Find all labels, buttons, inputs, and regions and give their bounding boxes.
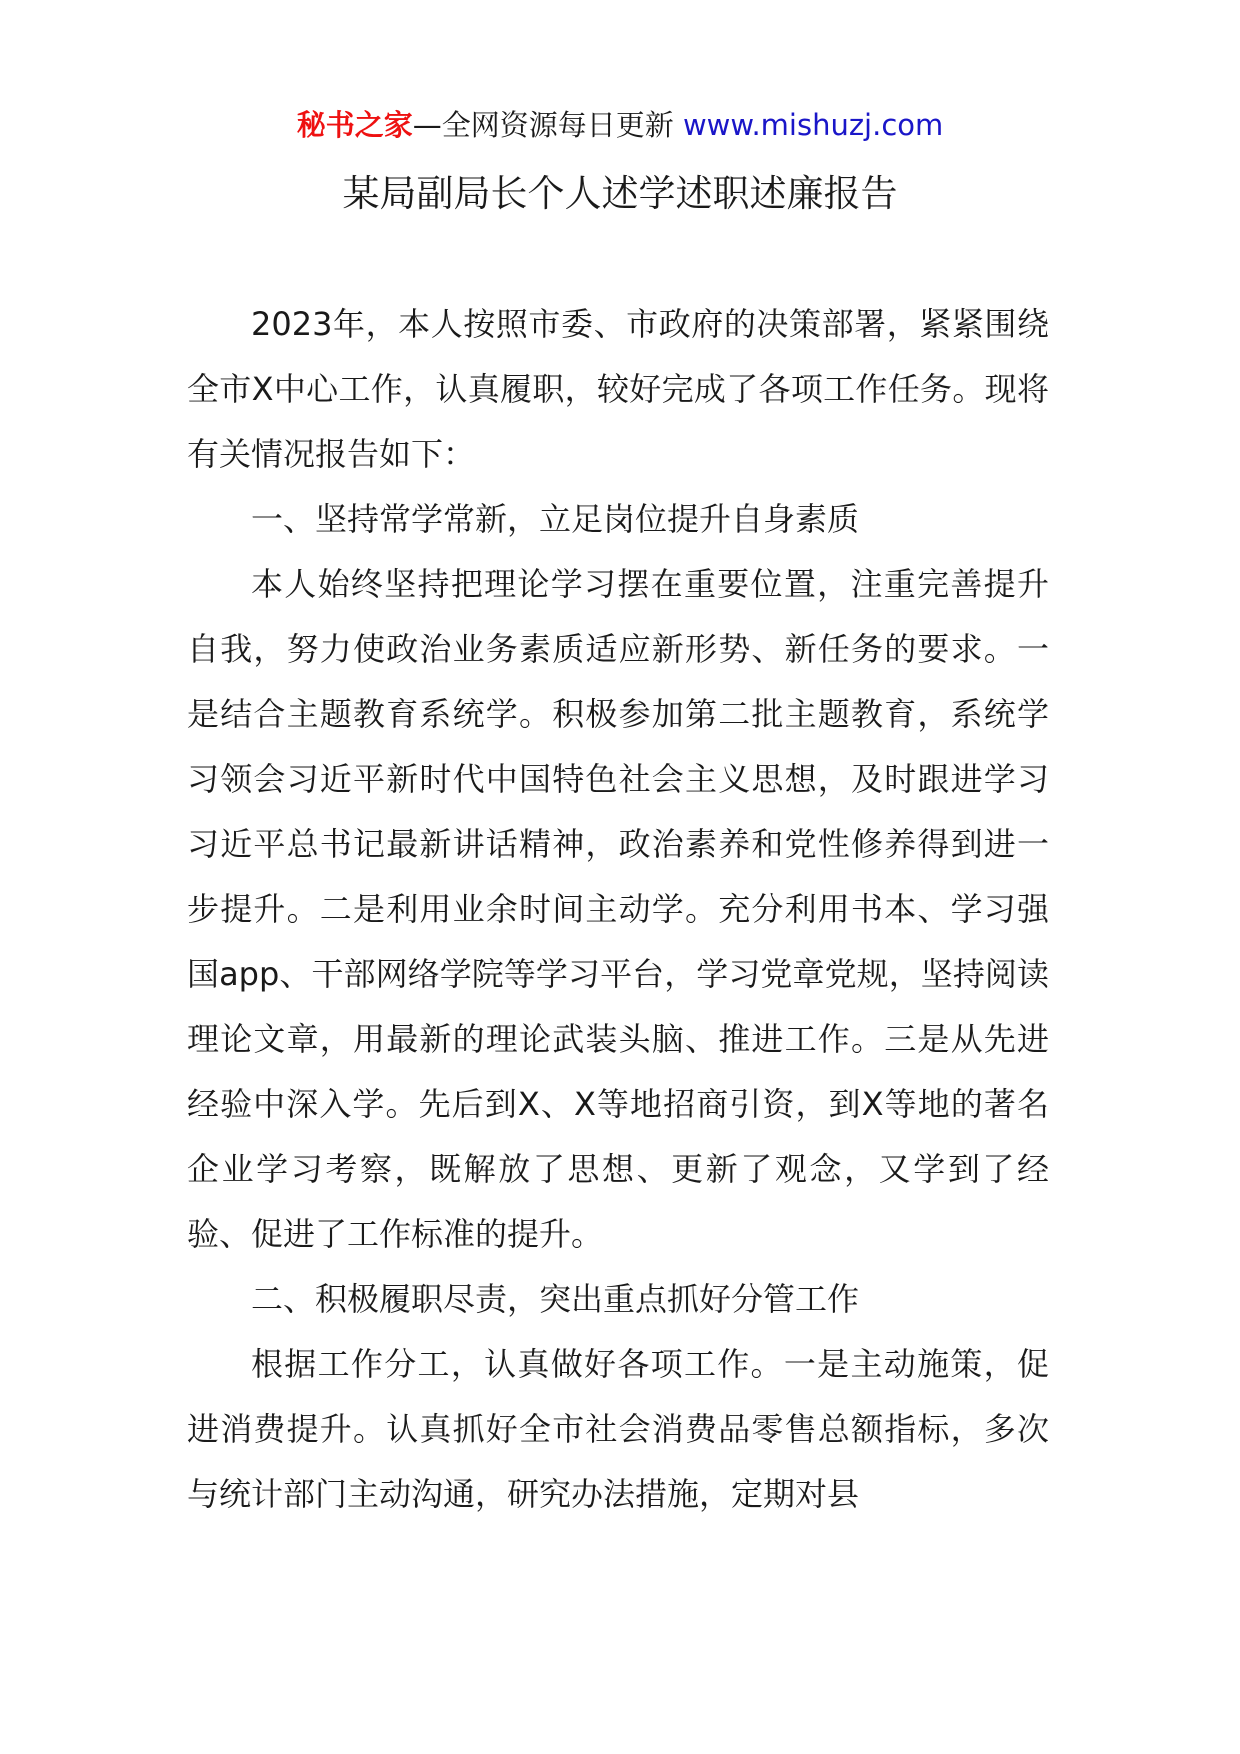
- document-title: 某局副局长个人述学述职述廉报告: [342, 172, 898, 215]
- document-body: [187, 292, 1049, 1527]
- site-url-link[interactable]: www.mishuzj.com: [682, 108, 944, 142]
- site-header: [0, 100, 1240, 150]
- header-tagline: —全网资源每日更新: [412, 108, 674, 142]
- brand-name: 秘书之家: [296, 108, 413, 142]
- section-heading-1: 一、坚持常学常新，立足岗位提升自身素质: [251, 500, 860, 538]
- section-paragraph-1: 本人始终坚持把理论学习摆在重要位置，注重完善提升自我，努力使政治业务素质适应新形势、新任务的要求。一是结合主题教育系统学。积极参加第二批主题教育，系统学习领会习近平新时代中国特色社会主义思想，及时跟进学习习近平总书记最新讲话精神，政治素养和党性修养得到进一步提升。二是利用业余时间主动学。充分利用书本、学习强国app、干部网络学院等学习平台，学习党章党规，坚持阅读理论文章，用最新的理论武装头脑、推进工作。三是从先进经验中深入学。先后到X、X等地招商引资，到X等地的著名企业学习考察，既解放了思想、更新了观念，又学到了经验、促进了工作标准的提升。: [187, 565, 1049, 1253]
- section-paragraph-2: 根据工作分工，认真做好各项工作。一是主动施策，促进消费提升。认真抓好全市社会消费品零售总额指标，多次与统计部门主动沟通，研究办法措施，定期对县: [187, 1345, 1049, 1513]
- section-heading-2: 二、积极履职尽责，突出重点抓好分管工作: [251, 1280, 860, 1318]
- intro-paragraph: 2023年，本人按照市委、市政府的决策部署，紧紧围绕全市X中心工作，认真履职，较好完成了各项工作任务。现将有关情况报告如下：: [187, 305, 1049, 473]
